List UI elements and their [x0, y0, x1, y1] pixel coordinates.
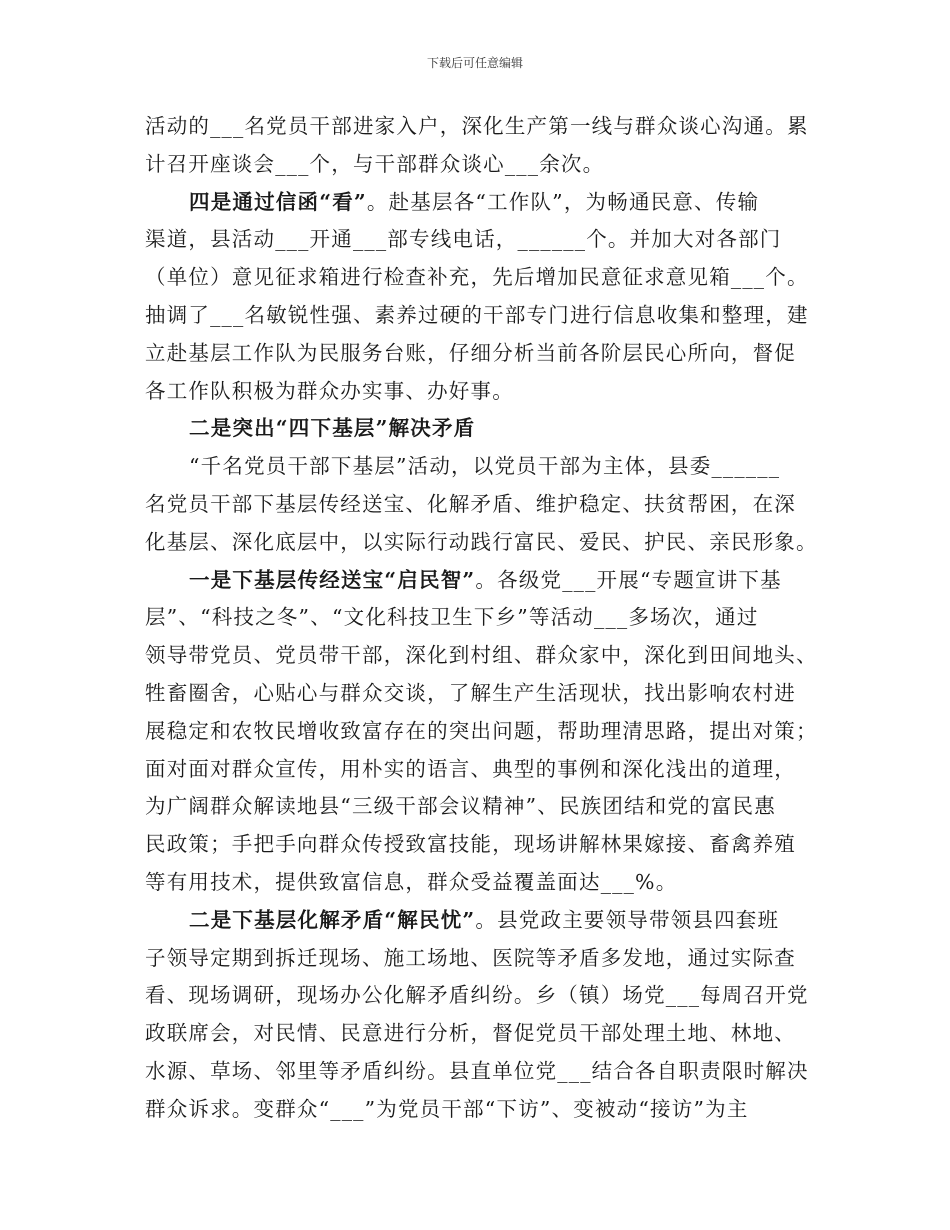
- text-line: [145, 864, 825, 902]
- text-line: [145, 788, 825, 826]
- text-line: [145, 448, 825, 486]
- body-text: 。赴基层各“工作队”，为畅通民意、传输: [366, 189, 760, 214]
- body-text: “千名党员干部下基层”活动，以党员干部为主体，县委______: [189, 454, 781, 479]
- text-line: [145, 599, 825, 637]
- body-text: 面对面对群众宣传，用朴实的语言、典型的事例和深化浅出的道理，: [145, 756, 796, 781]
- body-text: 等有用技术，提供致富信息，群众受益覆盖面达___%。: [145, 869, 678, 894]
- body-text: 看、现场调研，现场办公化解矛盾纠纷。乡（镇）场党___每周召开党: [145, 983, 809, 1008]
- text-line: [145, 184, 825, 222]
- body-text: 民政策；手把手向群众传授致富技能，现场讲解林果嫁接、畜禽养殖: [145, 832, 796, 857]
- body-text: 名党员干部下基层传经送宝、化解矛盾、维护稳定、扶贫帮困，在深: [145, 491, 796, 516]
- bold-heading-text: 二是突出“四下基层”解决矛盾: [189, 416, 476, 441]
- text-line: [145, 637, 825, 675]
- text-line: [145, 562, 825, 600]
- body-text: 活动的___名党员干部进家入户，深化生产第一线与群众谈心沟通。累: [145, 114, 809, 138]
- body-text: 政联席会，对民情、民意进行分析，督促党员干部处理土地、林地、: [145, 1021, 796, 1046]
- text-line: [145, 524, 825, 562]
- text-line: [145, 1015, 825, 1053]
- body-text: 。县党政主要领导带领县四套班: [475, 907, 780, 932]
- text-line: [145, 221, 825, 259]
- text-line: [145, 675, 825, 713]
- body-text: 展稳定和农牧民增收致富存在的突出问题，帮助理清思路，提出对策；: [145, 718, 818, 743]
- body-text: 群众诉求。变群众“___”为党员干部“下访”、变被动“接访”为主: [145, 1096, 749, 1121]
- bold-heading-text: 二是下基层化解矛盾“解民忧”: [189, 907, 476, 932]
- body-text: 。各级党___开展“专题宣讲下基: [475, 567, 782, 592]
- text-line: [145, 297, 825, 335]
- body-text: 层”、“科技之冬”、“文化科技卫生下乡”等活动___多场次，通过: [145, 605, 759, 630]
- body-text: 立赴基层工作队为民服务台账，仔细分析当前各阶层民心所向，督促: [145, 340, 796, 365]
- body-text: 为广阔群众解读地县“三级干部会议精神”、民族团结和党的富民惠: [145, 794, 776, 819]
- body-text: 子领导定期到拆迁现场、施工场地、医院等矛盾多发地，通过实际查: [145, 945, 796, 970]
- text-line: [145, 977, 825, 1015]
- text-line: [145, 373, 825, 411]
- body-text: 各工作队积极为群众办实事、办好事。: [145, 378, 514, 403]
- text-line: [145, 335, 825, 373]
- body-text: 渠道，县活动___开通___部专线电话，______个。并加大对各部门: [145, 227, 782, 252]
- body-text: 计召开座谈会___个，与干部群众谈心___余次。: [145, 151, 605, 176]
- body-text: 牲畜圈舍，心贴心与群众交谈，了解生产生活现状，找出影响农村进: [145, 680, 796, 705]
- text-line: [145, 1091, 825, 1129]
- text-line: [145, 940, 825, 978]
- text-line: [145, 146, 825, 184]
- body-text: 化基层、深化底层中，以实际行动践行富民、爱民、护民、亲民形象。: [145, 529, 818, 554]
- text-line: [145, 410, 825, 448]
- page-header: 下载后可任意编辑: [426, 56, 523, 70]
- text-line: [145, 486, 825, 524]
- bold-heading-text: 四是通过信函“看”: [189, 189, 367, 214]
- document-body: [145, 108, 825, 1129]
- body-text: 水源、草场、邻里等矛盾纠纷。县直单位党___结合各自职责限时解决: [145, 1058, 809, 1083]
- text-line: [145, 751, 825, 789]
- bold-heading-text: 一是下基层传经送宝“启民智”: [189, 567, 476, 592]
- text-line: [145, 713, 825, 751]
- body-text: （单位）意见征求箱进行检查补充，先后增加民意征求意见箱___个。: [145, 265, 809, 290]
- body-text: 领导带党员、党员带干部，深化到村组、群众家中，深化到田间地头、: [145, 643, 818, 668]
- text-line: [145, 259, 825, 297]
- text-line: [145, 826, 825, 864]
- text-line: [145, 108, 825, 146]
- body-text: 抽调了___名敏锐性强、素养过硬的干部专门进行信息收集和整理，建: [145, 302, 809, 327]
- text-line: [145, 902, 825, 940]
- text-line: [145, 1053, 825, 1091]
